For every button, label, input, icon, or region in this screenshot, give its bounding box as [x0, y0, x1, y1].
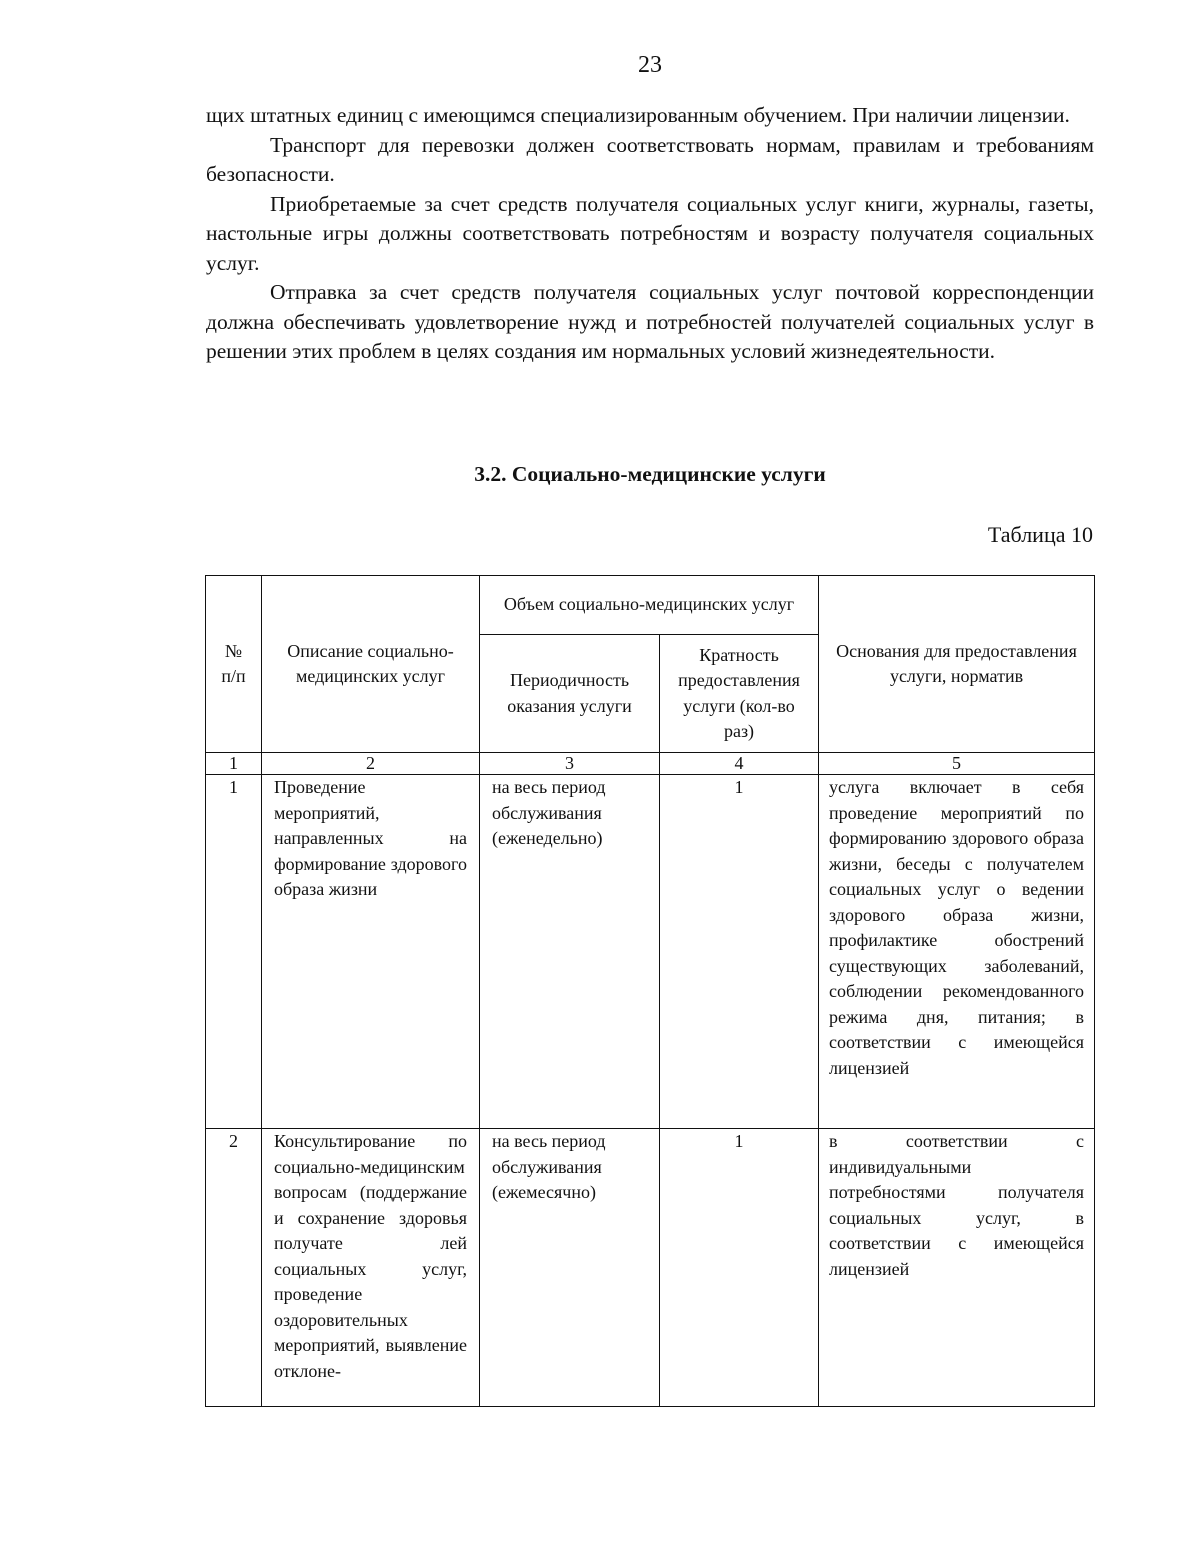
table-caption: Таблица 10	[987, 522, 1093, 547]
row-number: 2	[206, 1129, 262, 1407]
paragraph: Транспорт для перевозки должен соответствовать нормам, правилам и требованиям безопасности.	[206, 132, 1094, 186]
row-number: 1	[206, 775, 262, 1129]
header-basis: Основания для предоставления услуги, норматив	[819, 576, 1095, 753]
column-number: 5	[819, 753, 1095, 775]
header-num: № п/п	[206, 576, 262, 753]
row-description: Консультирование по социально-медицинским вопросам (поддержание и сохранение здоровья получате лей социальных услуг, проведение оздоровительных мероприятий, выявление отклоне-	[262, 1129, 480, 1407]
row-frequency: 1	[660, 1129, 819, 1407]
paragraph: щих штатных единиц с имеющимся специализированным обучением. При наличии лицензии.	[206, 103, 1070, 127]
services-table	[205, 575, 1095, 1407]
row-description: Проведение мероприятий, направленных на формирование здорового образа жизни	[262, 775, 480, 1129]
page-number: 23	[638, 52, 662, 78]
column-number: 2	[262, 753, 480, 775]
paragraph: Отправка за счет средств получателя социальных услуг почтовой корреспонденции должна обеспечивать удовлетворение нужд и потребностей получателей социальных услуг в решении этих проблем в целях создания им нормальных условий жизнедеятельности.	[206, 280, 1094, 363]
header-periodicity: Периодичность оказания услуги	[480, 635, 660, 753]
table-row	[206, 775, 1095, 1129]
paragraph: Приобретаемые за счет средств получателя социальных услуг книги, журналы, газеты, настольные игры должны соответствовать потребностям и возрасту получателя социальных услуг.	[206, 191, 1094, 275]
row-periodicity: на весь период обслуживания (еженедельно)	[480, 775, 660, 1129]
table-row	[206, 1129, 1095, 1407]
row-basis: услуга включает в себя проведение мероприятий по формированию здорового образа жизни, беседы с получателем социальных услуг о ведении здорового образа жизни, профилактике обострений существующих заболеваний, соблюдении рекомендованного режима дня, питания; в соответствии с имеющейся лицензией	[819, 775, 1095, 1129]
column-number: 3	[480, 753, 660, 775]
row-basis: в соответствии с индивидуальными потребностями получателя социальных услуг, в соответствии с имеющейся лицензией	[819, 1129, 1095, 1407]
header-volume: Объем социально-медицинских услуг	[480, 576, 819, 635]
row-periodicity: на весь период обслуживания (ежемесячно)	[480, 1129, 660, 1407]
body-text	[206, 101, 1094, 367]
row-frequency: 1	[660, 775, 819, 1129]
column-number: 1	[206, 753, 262, 775]
column-number: 4	[660, 753, 819, 775]
header-description: Описание социально-медицинских услуг	[262, 576, 480, 753]
header-frequency: Кратность предоставления услуги (кол-во раз)	[660, 635, 819, 753]
section-heading: 3.2. Социально-медицинские услуги	[474, 462, 826, 486]
